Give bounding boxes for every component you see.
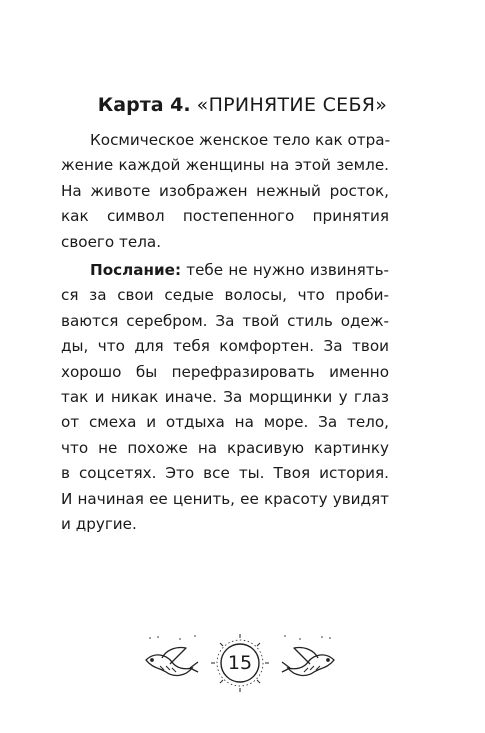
card-heading — [0, 93, 485, 117]
card-title: «ПРИНЯТИЕ СЕБЯ» — [196, 94, 388, 116]
message-first-line — [61, 258, 389, 283]
description-line: На животе изображен нежный росток, — [61, 181, 389, 200]
message-line: и другие. — [61, 515, 137, 534]
page-number: 15 — [227, 652, 253, 674]
message-lead: Послание: — [90, 261, 182, 279]
message-line: в соцсетях. Это все ты. Твоя история. — [61, 464, 389, 483]
description-line: своего тела. — [61, 232, 162, 251]
message-line: ды, что для тебя комфортен. За твои — [61, 337, 389, 356]
card-message — [61, 258, 389, 537]
card-label: Карта 4. — [97, 94, 191, 116]
message-line: так и никак иначе. За морщинки у глаз — [61, 388, 389, 407]
left-bird-icon — [146, 647, 198, 675]
card-description — [61, 128, 389, 255]
page-footer-ornament — [140, 632, 340, 694]
message-line: что не похоже на красивую картинку — [61, 438, 389, 457]
message-line: хорошо бы перефразировать именно — [61, 362, 389, 381]
description-line: Космическое женское тело как отра- — [90, 131, 391, 149]
message-line: ваются серебром. За твой стиль одеж- — [61, 311, 389, 330]
message-line: И начиная ее ценить, ее красоту увидят — [61, 489, 389, 508]
message-line: от смеха и отдыха на море. За тело, — [61, 413, 389, 432]
description-line: как символ постепенного принятия — [61, 207, 389, 226]
message-line: ся за свои седые волосы, что проби- — [61, 286, 389, 305]
message-first-line-rest: тебе не нужно извинять- — [181, 261, 389, 279]
right-bird-icon — [282, 647, 334, 675]
description-line: жение каждой женщины на этой земле. — [61, 156, 389, 175]
